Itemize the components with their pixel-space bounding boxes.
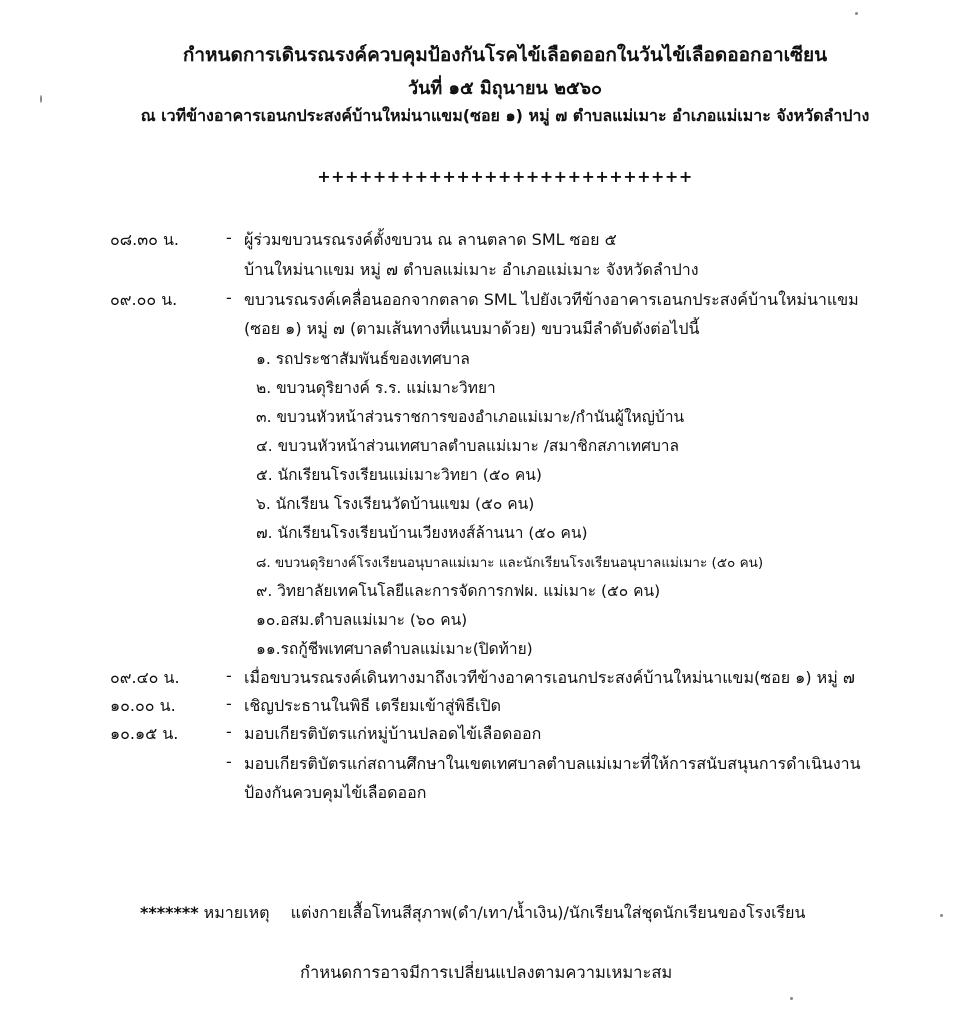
procession-item: ๑. รถประชาสัมพันธ์ของเทศบาล (256, 350, 470, 368)
procession-item: ๗. นักเรียนโรงเรียนบ้านเวียงหงส์ล้านนา (๕๐ คน) (256, 524, 588, 542)
schedule-time: ๐๘.๓๐ น. (110, 230, 180, 249)
remark-note (140, 901, 805, 926)
note-text: แต่งกายเสื้อโทนสีสุภาพ(ดำ/เทา/น้ำเงิน)/นักเรียนใส่ชุดนักเรียนของโรงเรียน (290, 903, 806, 922)
schedule-text: มอบเกียรติบัตรแก่สถานศึกษาในเขตเทศบาลตำบลแม่เมาะที่ให้การสนับสนุนการดำเนินงาน (244, 754, 861, 773)
schedule-dash: - (226, 722, 232, 741)
section-divider: +++++++++++++++++++++++++++ (317, 167, 693, 186)
procession-item: ๒. ขบวนดุริยางค์ ร.ร. แม่เมาะวิทยา (256, 379, 496, 397)
scan-speck (940, 914, 943, 917)
schedule-text: (ซอย ๑) หมู่ ๗ (ตามเส้นทางที่แนบมาด้วย) ขบวนมีลำดับดังต่อไปนี้ (244, 319, 700, 338)
schedule-time: ๑๐.๐๐ น. (110, 696, 176, 715)
schedule-dash: - (226, 228, 232, 247)
schedule-text: บ้านใหม่นาแขม หมู่ ๗ ตำบลแม่เมาะ อำเภอแม่เมาะ จังหวัดลำปาง (244, 260, 699, 279)
schedule-text: ขบวนรณรงค์เคลื่อนออกจากตลาด SML ไปยังเวทีข้างอาคารเอนกประสงค์บ้านใหม่นาแขม (244, 290, 859, 309)
scan-speck (790, 997, 793, 1000)
procession-item: ๙. วิทยาลัยเทคโนโลยีและการจัดการกฟผ. แม่เมาะ (๕๐ คน) (256, 582, 661, 600)
event-venue: ณ เวทีข้างอาคารเอนกประสงค์บ้านใหม่นาแขม(ซอย ๑) หมู่ ๗ ตำบลแม่เมาะ อำเภอแม่เมาะ จังหวัดลำปาง (140, 106, 870, 125)
note-marker: ******* (140, 903, 199, 922)
procession-item: ๕. นักเรียนโรงเรียนแม่เมาะวิทยา (๕๐ คน) (256, 466, 542, 484)
procession-item: ๔. ขบวนหัวหน้าส่วนเทศบาลตำบลแม่เมาะ /สมาชิกสภาเทศบาล (256, 437, 679, 455)
note-label: หมายเหตุ (203, 903, 270, 922)
schedule-time: ๐๙.๔๐ น. (110, 668, 180, 687)
procession-item: ๖. นักเรียน โรงเรียนวัดบ้านแขม (๕๐ คน) (256, 495, 535, 513)
scan-speck (855, 12, 858, 15)
schedule-text: มอบเกียรติบัตรแก่หมู่บ้านปลอดไข้เลือดออก (244, 724, 542, 743)
procession-item: ๑๑.รถกู้ชีพเทศบาลตำบลแม่เมาะ(ปิดท้าย) (256, 640, 533, 658)
schedule-time: ๑๐.๑๕ น. (110, 724, 179, 743)
schedule-dash: - (226, 752, 232, 771)
schedule-text: ป้องกันควบคุมไข้เลือดออก (244, 783, 427, 802)
schedule-text: ผู้ร่วมขบวนรณรงค์ตั้งขบวน ณ ลานตลาด SML ซอย ๕ (244, 230, 617, 249)
schedule-dash: - (226, 666, 232, 685)
document-title: กำหนดการเดินรณรงค์ควบคุมป้องกันโรคไข้เลือดออกในวันไข้เลือดออกอาเซียน (182, 44, 828, 66)
schedule-dash: - (226, 288, 232, 307)
scan-speck (40, 95, 42, 103)
schedule-dash: - (226, 694, 232, 713)
closing-statement: กำหนดการอาจมีการเปลี่ยนแปลงตามความเหมาะสม (300, 963, 673, 982)
schedule-time: ๐๙.๐๐ น. (110, 290, 178, 309)
schedule-text: เชิญประธานในพิธี เตรียมเข้าสู่พิธีเปิด (244, 696, 501, 715)
procession-item: ๓. ขบวนหัวหน้าส่วนราชการของอำเภอแม่เมาะ/กำนันผู้ใหญ่บ้าน (256, 408, 685, 426)
procession-item: ๑๐.อสม.ตำบลแม่เมาะ (๖๐ คน) (256, 611, 468, 629)
schedule-text: เมื่อขบวนรณรงค์เดินทางมาถึงเวทีข้างอาคารเอนกประสงค์บ้านใหม่นาแขม(ซอย ๑) หมู่ ๗ (244, 668, 855, 687)
event-date: วันที่ ๑๕ มิถุนายน ๒๕๖๐ (407, 78, 603, 99)
procession-item: ๘. ขบวนดุริยางค์โรงเรียนอนุบาลแม่เมาะ และนักเรียนโรงเรียนอนุบาลแม่เมาะ (๕๐ คน) (256, 555, 764, 571)
